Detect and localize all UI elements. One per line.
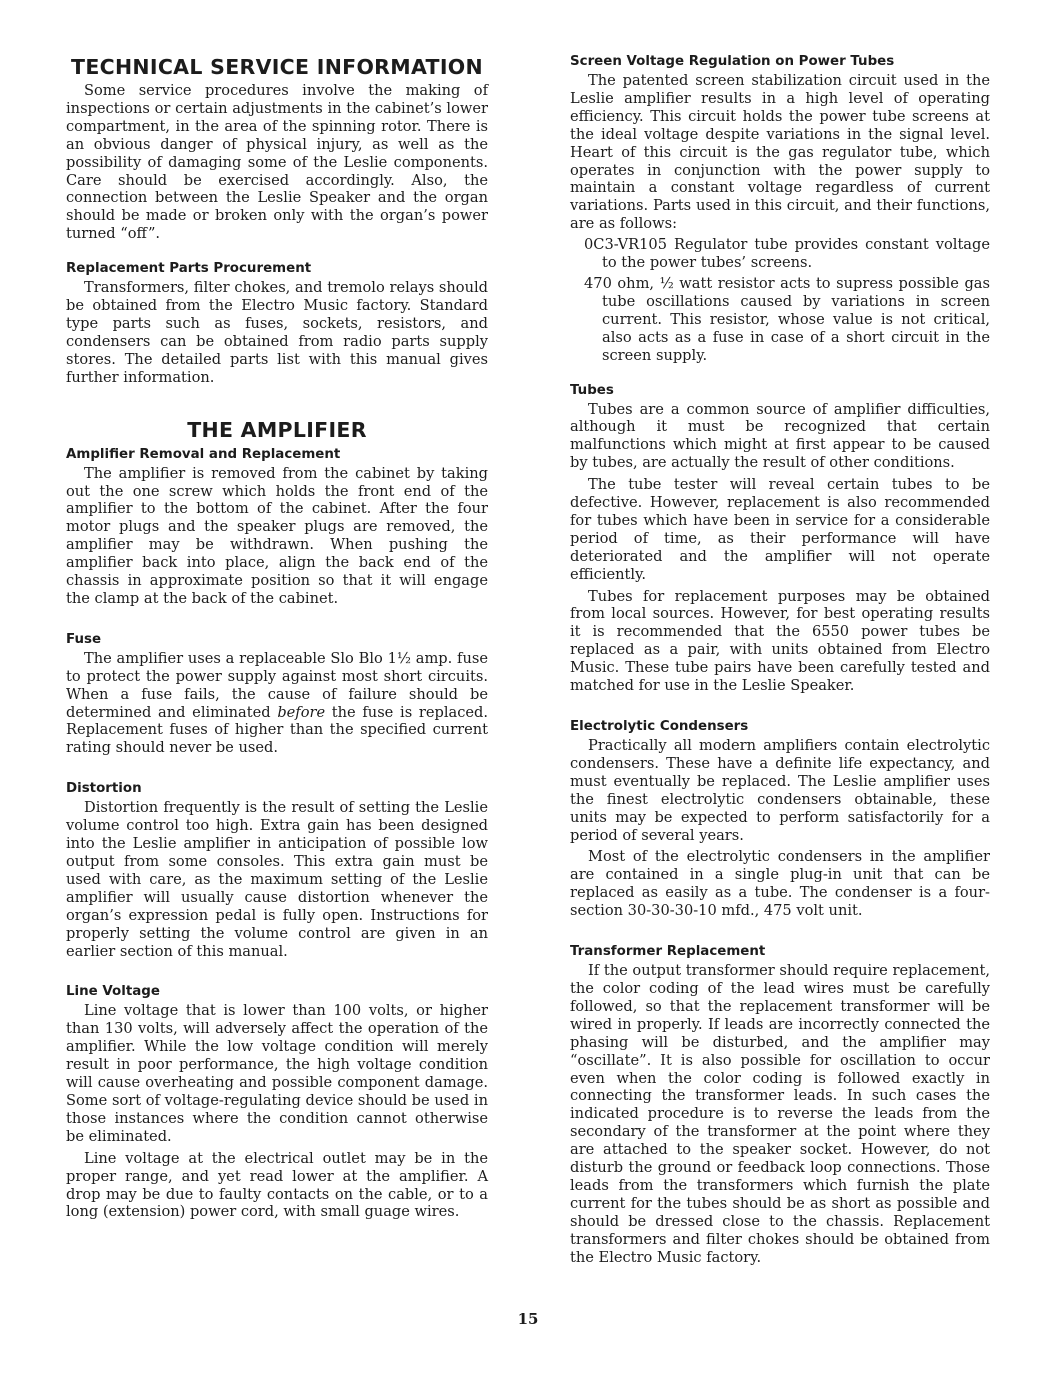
screen-voltage-item-regulator: 0C3-VR105 Regulator tube provides constant voltage to the power tubes’ screens.	[584, 236, 990, 272]
tubes-paragraph-1: Tubes are a common source of amplifier difficulties, although it must be recognized that certain malfunctions which might at first appear to be caused by tubes, are actually the result of other conditions.	[570, 400, 990, 472]
line-voltage-heading: Line Voltage	[66, 984, 160, 1000]
line-voltage-paragraph-2: Line voltage at the electrical outlet may be in the proper range, and yet read lower at the amplifier. A drop may be due to faulty contacts on the cable, or to a long (extension) power cord, with small guage wires.	[66, 1149, 488, 1221]
transformer-replacement-paragraph: If the output transformer should require replacement, the color coding of the lead wires must be carefully followed, so that the replacement transformer will be wired in properly. If leads are incorrectly connected the phasing will be disturbed, and the amplifier may “oscillate”. It is also possible for oscillation to occur even when the color coding is followed exactly in connecting the transformer leads. In such cases the indicated procedure is to reverse the leads from the secondary of the transformer at the point where they are attached to the speaker socket. However, do not disturb the ground or feedback loop connections. Those leads from the transformers which furnish the plate current for the tubes should be as short as possible and should be dressed close to the chassis. Replacement transformers and filter chokes should be obtained from the Electro Music factory.	[570, 962, 990, 1266]
screen-voltage-item-resistor: 470 ohm, ½ watt resistor acts to supress possible gas tube oscillations caused by variations in screen current. This resistor, whose value is not critical, also acts as a fuse in case of a short circuit in the screen supply.	[584, 274, 990, 364]
line-voltage-paragraph-1: Line voltage that is lower than 100 volts, or higher than 130 volts, will adversely affect the operation of the amplifier. While the low voltage condition will merely result in poor performance, the high voltage condition will cause overheating and possible component damage. Some sort of voltage-regulating device should be used in those instances where the condition cannot otherwise be eliminated.	[66, 1002, 488, 1145]
screen-voltage-paragraph: The patented screen stabilization circuit used in the Leslie amplifier results in a high level of operating efficiency. This circuit holds the power tube screens at the ideal voltage despite variations in the signal level. Heart of this circuit is the gas regulator tube, which operates in conjunction with the power supply to maintain a constant voltage regardless of current variations. Parts used in this circuit, and their functions, are as follows:	[570, 72, 990, 233]
tubes-paragraph-3: Tubes for replacement purposes may be obtained from local sources. However, for best operating results it is recommended that the 6550 power tubes be replaced as a pair, with units obtained from Electro Music. These tube pairs have been carefully tested and matched for use in the Leslie Speaker.	[570, 587, 990, 695]
distortion-paragraph: Distortion frequently is the result of setting the Leslie volume control too high. Extra gain has been designed into the Leslie amplifier in anticipation of possible low output from some consoles. This extra gain must be used with care, as the maximum setting of the Leslie amplifier will usually cause distortion whenever the organ’s expression pedal is fully open. Instructions for properly setting the volume control are given in an earlier section of this manual.	[66, 799, 488, 960]
distortion-heading: Distortion	[66, 781, 142, 797]
tubes-paragraph-2: The tube tester will reveal certain tubes to be defective. However, replacement is also recommended for tubes which have been in service for a considerable period of time, as their performance will have deteriorated and the amplifier will not operate efficiently.	[570, 476, 990, 583]
fuse-paragraph: The amplifier uses a replaceable Slo Blo 1½ amp. fuse to protect the power supply against most short circuits. When a fuse fails, the cause of failure should be determined and eliminated before the fuse is replaced. Replacement fuses of higher than the specified current rating should never be used.	[66, 649, 488, 757]
fuse-heading: Fuse	[66, 631, 102, 647]
screen-voltage-heading: Screen Voltage Regulation on Power Tubes	[570, 54, 895, 69]
page-number: 15	[517, 1310, 539, 1328]
electrolytic-condensers-heading: Electrolytic Condensers	[570, 719, 749, 734]
amplifier-removal-heading: Amplifier Removal and Replacement	[66, 446, 341, 462]
technical-service-heading: TECHNICAL SERVICE INFORMATION	[71, 55, 483, 79]
replacement-parts-paragraph: Transformers, filter chokes, and tremolo relays should be obtained from the Electro Music factory. Standard type parts such as fuses, sockets, resistors, and condensers can be obtained from radio parts supply stores. The detailed parts list with this manual gives further information.	[66, 279, 488, 386]
transformer-replacement-heading: Transformer Replacement	[570, 944, 766, 960]
amplifier-removal-paragraph: The amplifier is removed from the cabinet by taking out the one screw which holds the front end of the amplifier to the bottom of the cabinet. After the four motor plugs and the speaker plugs are removed, the amplifier may be withdrawn. When pushing the amplifier back into place, align the back end of the chassis in approximate position so that it will engage the clamp at the back of the cabinet.	[66, 464, 488, 607]
tubes-heading: Tubes	[570, 382, 614, 398]
electrolytic-condensers-paragraph-1: Practically all modern amplifiers contain electrolytic condensers. These have a definite life expectancy, and must eventually be replaced. The Leslie amplifier uses the finest electrolytic condensers obtainable, these units may be expected to perform satisfactorily for a period of several years.	[570, 737, 990, 844]
left-column	[66, 52, 488, 1221]
amplifier-heading: THE AMPLIFIER	[187, 417, 367, 442]
technical-service-paragraph: Some service procedures involve the making of inspections or certain adjustments in the cabinet’s lower compartment, in the area of the spinning rotor. There is an obvious danger of physical injury, as well as the possibility of damaging some of the Leslie components. Care should be exercised accordingly. Also, the connection between the Leslie Speaker and the organ should be made or broken only with the organ’s power turned “off”.	[66, 82, 488, 243]
electrolytic-condensers-paragraph-2: Most of the electrolytic condensers in the amplifier are contained in a single plug-in unit that can be replaced as easily as a tube. The condenser is a four-section 30-30-30-10 mfd., 475 volt unit.	[570, 848, 990, 920]
replacement-parts-heading: Replacement Parts Procurement	[66, 261, 312, 277]
right-column	[570, 52, 990, 1266]
